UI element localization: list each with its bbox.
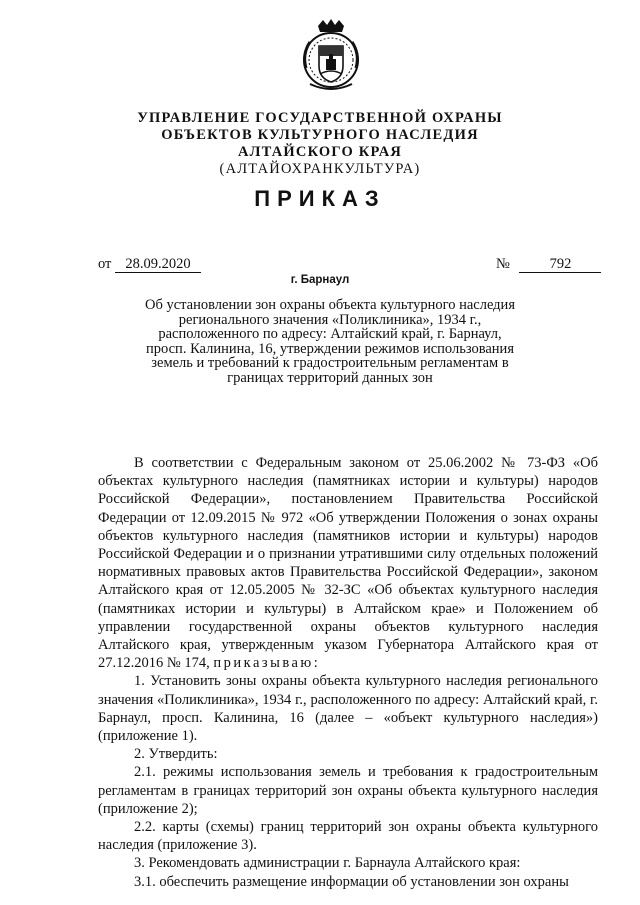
city-name: г. Барнаул	[290, 274, 350, 286]
order-word: приказываю:	[213, 655, 321, 672]
preamble-text: В соответствии с Федеральным законом от 25.06.2002 № 73-ФЗ «Об объектах культурного наследия (памятниках истории и культуры) народов Российской Федерации», постановлением Правительства Российской Федерации от 12.09.2015 № 972 «Об утверждении Положения о зонах охраны объектов культурного наследия (памятников истории и культуры) народов Российской Федерации и о признании утратившими силу отдельных положений нормативных правовых актов Правительства Российской Федерации», законом Алтайского края от 12.05.2005 № 32-ЗС «Об объектах культурного наследия (памятниках истории и культуры) в Алтайском крае» и Положением об управлении государственной охраны объектов культурного наследия Алтайского края, утвержденным указом Губернатора Алтайского края от 27.12.2016 № 174,	[98, 455, 598, 672]
item-1: 1. Установить зоны охраны объекта культурного наследия регионального значения «Поликлиника», 1934 г., расположенного по адресу: Алтайский край, г. Барнаул, просп. Калинина, 16 (далее – «объект культурного наследия») (приложение 1).	[98, 673, 598, 745]
order-number-block	[496, 256, 601, 273]
organization-name-line-2: ОБЪЕКТОВ КУЛЬТУРНОГО НАСЛЕДИЯ	[161, 127, 479, 143]
altai-krai-coat-of-arms-icon	[296, 18, 366, 96]
order-body	[98, 454, 598, 891]
item-3-1: 3.1. обеспечить размещение информации об установлении зон охраны	[134, 873, 569, 890]
item-2: 2. Утвердить:	[134, 746, 218, 763]
item-3: 3. Рекомендовать администрации г. Барнаула Алтайского края:	[134, 855, 521, 872]
order-date-block	[98, 256, 201, 273]
item-2-1: 2.1. режимы использования земель и требования к градостроительным регламентам в границах территорий зон охраны объекта культурного наследия (приложение 2);	[98, 764, 598, 817]
date-prefix: от	[98, 256, 112, 272]
document-type-title: ПРИКАЗ	[254, 186, 386, 211]
order-subject: Об установлении зон охраны объекта культурного наследия регионального значения «Поликлиника», 1934 г., расположенного по адресу: Алтайский край, г. Барнаул, просп. Калинина, 16, утверждении режимов использования земель и требований к градостроительным регламентам в границах территорий данных зон	[145, 297, 515, 386]
preamble-paragraph	[98, 454, 598, 672]
organization-name-line-3: АЛТАЙСКОГО КРАЯ	[237, 144, 403, 160]
order-number: 792	[519, 256, 601, 273]
item-2-2: 2.2. карты (схемы) границ территорий зон охраны объекта культурного наследия (приложение 3).	[98, 819, 598, 854]
organization-short-name: (АЛТАЙОХРАНКУЛЬТУРА)	[219, 161, 421, 177]
number-prefix: №	[496, 256, 510, 272]
organization-name-line-1: УПРАВЛЕНИЕ ГОСУДАРСТВЕННОЙ ОХРАНЫ	[137, 110, 503, 126]
order-date: 28.09.2020	[115, 256, 201, 273]
